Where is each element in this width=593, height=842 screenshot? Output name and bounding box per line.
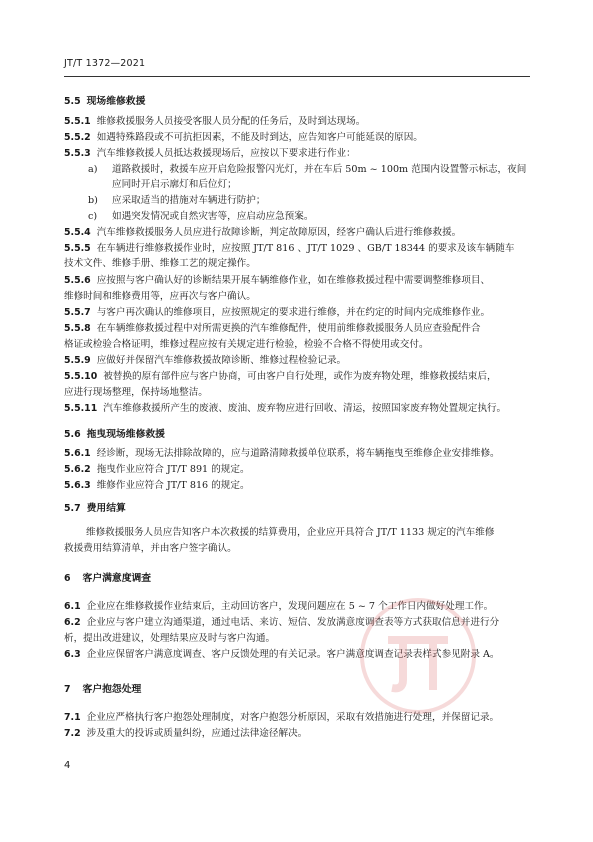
clause-6-1: 6.1 企业应在维修救援作业结束后，主动回访客户，发现问题应在 5 ~ 7 个工作日内做好处理工作。 (64, 601, 494, 612)
clause-5-6-3: 5.6.3 维修作业应符合 JT/T 816 的规定。 (64, 480, 250, 491)
section-5-6-title: 5.6 拖曳现场维修救援 (64, 429, 165, 440)
header-rule (64, 76, 530, 77)
clause-5-6-1: 5.6.1 经诊断，现场无法排除故障的，应与道路清障救援单位联系，将车辆拖曳至维修企业安排维修。 (64, 448, 500, 459)
clause-7-2: 7.2 涉及重大的投诉或质量纠纷，应通过法律途径解决。 (64, 728, 308, 739)
page-number: 4 (64, 760, 71, 771)
clause-5-5-8-cont: 格证或检验合格证明，维修过程应按有关规定进行检验，检验不合格不得使用或交付。 (64, 339, 429, 350)
clause-7-1: 7.1 企业应严格执行客户抱怨处理制度，对客户抱怨分析原因，采取有效措施进行处理，并保留记录。 (64, 712, 500, 723)
clause-6-2-cont: 析，提出改进建议，处理结果应及时与客户沟通。 (64, 633, 276, 644)
standard-code: JT/T 1372—2021 (64, 58, 146, 69)
clause-5-5-11: 5.5.11 汽车维修救援所产生的废液、废油、废弃物应进行回收、清运，按照国家废弃物处置规定执行。 (64, 403, 507, 414)
clause-5-5-2: 5.5.2 如遇特殊路段或不可抗拒因素，不能及时到达，应告知客户可能延误的原因。 (64, 132, 423, 143)
clause-5-5-5: 5.5.5 在车辆进行维修救援作业时，应按照 JT/T 816 、JT/T 1029 、GB/T 18344 的要求及该车辆随车 (64, 243, 515, 254)
clause-6-3: 6.3 企业应保留客户满意度调查、客户反馈处理的有关记录。客户满意度调查记录表样式参见附录 A。 (64, 649, 500, 660)
list-item-a-cont: 应同时开启示廓灯和后位灯； (112, 179, 237, 190)
clause-5-5-4: 5.5.4 汽车维修救援服务人员应进行故障诊断，判定故障原因，经客户确认后进行维修救援。 (64, 227, 462, 238)
settlement-paragraph-cont: 救援费用结算清单，并由客户签字确认。 (64, 543, 237, 554)
clause-5-5-10-cont: 应进行现场整理，保持场地整洁。 (64, 387, 208, 398)
clause-6-2: 6.2 企业应与客户建立沟通渠道，通过电话、来访、短信、发放满意度调查表等方式获取信息并进行分 (64, 617, 500, 628)
clause-5-5-9: 5.5.9 应做好并保留汽车维修救援故障诊断、维修过程检验记录。 (64, 355, 347, 366)
section-6-title: 6 客户满意度调查 (64, 573, 152, 584)
list-item-b: b) 应采取适当的措施对车辆进行防护； (88, 195, 266, 206)
clause-5-5-1: 5.5.1 维修救援服务人员接受客服人员分配的任务后，及时到达现场。 (64, 116, 366, 127)
clause-5-5-5-cont: 技术文件、维修手册、维修工艺的规定操作。 (64, 258, 256, 269)
publisher-seal-watermark (358, 596, 478, 716)
list-item-c: c) 如遇突发情况或自然灾害等，应启动应急预案。 (88, 211, 314, 222)
clause-5-6-2: 5.6.2 拖曳作业应符合 JT/T 891 的规定。 (64, 464, 250, 475)
clause-5-5-3: 5.5.3 汽车维修救援人员抵达救援现场后，应按以下要求进行作业： (64, 148, 356, 159)
settlement-paragraph: 维修救援服务人员应告知客户本次救援的结算费用，企业应开具符合 JT/T 1133 规定的汽车维修 (86, 527, 495, 538)
section-5-7-title: 5.7 费用结算 (64, 503, 126, 514)
section-7-title: 7 客户抱怨处理 (64, 684, 142, 695)
clause-5-5-6: 5.5.6 应按照与客户确认好的诊断结果开展车辆维修作业，如在维修救援过程中需要调整维修项目、 (64, 275, 491, 286)
clause-5-5-6-cont: 维修时间和维修费用等，应再次与客户确认。 (64, 291, 256, 302)
clause-5-5-10: 5.5.10 被替换的原有部件应与客户协商，可由客户自行处理，或作为废弃物处理，维修救援结束后， (64, 371, 497, 382)
clause-5-5-8: 5.5.8 在车辆维修救援过程中对所需更换的汽车维修配件，使用前维修救援服务人员应查验配件合 (64, 323, 481, 334)
list-item-a: a) 道路救援时，救援车应开启危险报警闪光灯，并在车后 50m ~ 100m 范围内设置警示标志，夜间 (88, 164, 527, 175)
clause-5-5-7: 5.5.7 与客户再次确认的维修项目，应按照规定的要求进行维修，并在约定的时间内完成维修作业。 (64, 307, 491, 318)
section-5-5-title: 5.5 现场维修救援 (64, 96, 146, 107)
